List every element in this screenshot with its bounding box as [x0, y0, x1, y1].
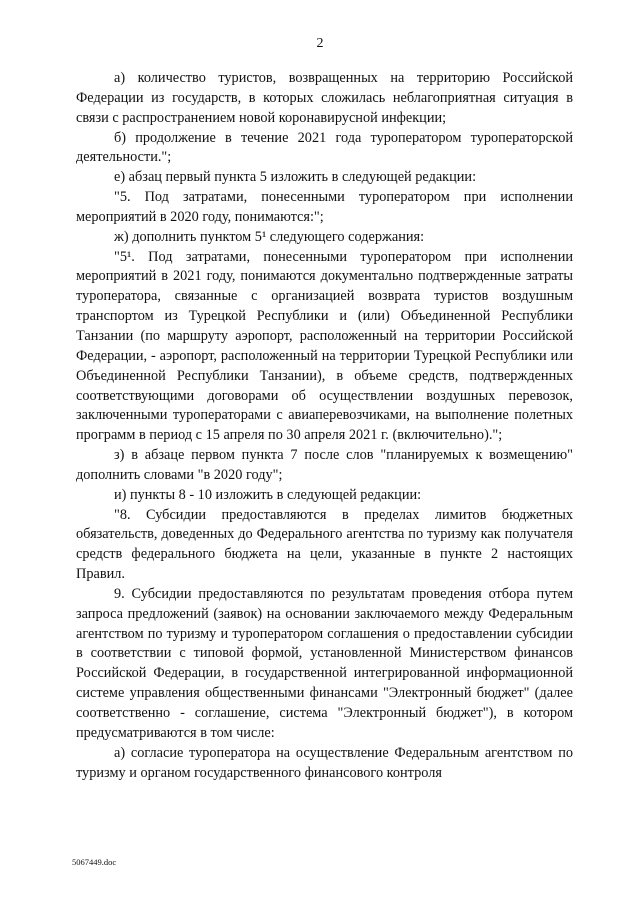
paragraph-point-5-1-text: "5¹. Под затратами, понесенными туроператором при исполнении мероприятий в 2021 году, понимаются документально подтвержденные затраты туроператора, связанные с организацией возврата туристов воздушным транспортом из Турецкой Республики и (или) Объединенной Республики Танзании (по маршруту аэропорт, расположенный на территории Российской Федерации, - аэропорт, расположенный на территории Турецкой Республики или Объединенной Республики Танзании), в объеме средств, подтвержденных соответствующими договорами об осуществлении воздушных перевозок, заключенными туроператорами с авиаперевозчиками, на выполнение полетных программ в период с 15 апреля по 30 апреля 2021 г. (включительно).";: [76, 248, 573, 444]
paragraph-a-tourists-count: а) количество туристов, возвращенных на территорию Российской Федерации из государств, в которых сложилась неблагоприятная ситуация в связи с распространением новой коронавирусной инфекции;: [76, 70, 573, 126]
paragraph-i-points-8-10: и) пункты 8 - 10 изложить в следующей редакции:: [114, 486, 422, 503]
paragraph-point-5-text: "5. Под затратами, понесенными туроператором при исполнении мероприятий в 2020 году, понимаются:";: [76, 189, 573, 225]
paragraph-b-continuation: б) продолжение в течение 2021 года туроператором туроператорской деятельности.";: [76, 129, 573, 166]
paragraph-point-9-text: 9. Субсидии предоставляются по результатам проведения отбора путем запроса предложений (заявок) на основании заключаемого между Федеральным агентством по туризму и туроператором соглашения о предоставлении субсидии в соответствии с типовой формой, установленной Министерством финансов Российской Федерации, в государственной интегрированной информационной системе управления общественными финансами "Электронный бюджет" (далее соответственно - соглашение, система "Электронный бюджет"), в котором предусматриваются в том числе:: [76, 585, 573, 741]
paragraph-z-amend-point-7: з) в абзаце первом пункта 7 после слов "планируемых к возмещению" дополнить словами "в 2020 году";: [76, 447, 573, 483]
page-number: 2: [316, 36, 324, 51]
document-body: [76, 69, 573, 783]
paragraph-zh-add-point-5-1: ж) дополнить пунктом 5¹ следующего содержания:: [114, 228, 425, 245]
paragraph-point-9-a-consent: а) согласие туроператора на осуществление Федеральным агентством по туризму и органом государственного финансового контроля: [76, 744, 573, 781]
paragraph-e-amend-point-5: е) абзац первый пункта 5 изложить в следующей редакции:: [114, 169, 477, 186]
footer-file-code: 5067449.doc: [72, 857, 117, 867]
paragraph-point-8-text: "8. Субсидии предоставляются в пределах лимитов бюджетных обязательств, доведенных до Федерального агентства по туризму как получателя средств федерального бюджета на цели, указанные в пункте 2 настоящих Правил.: [76, 506, 573, 583]
